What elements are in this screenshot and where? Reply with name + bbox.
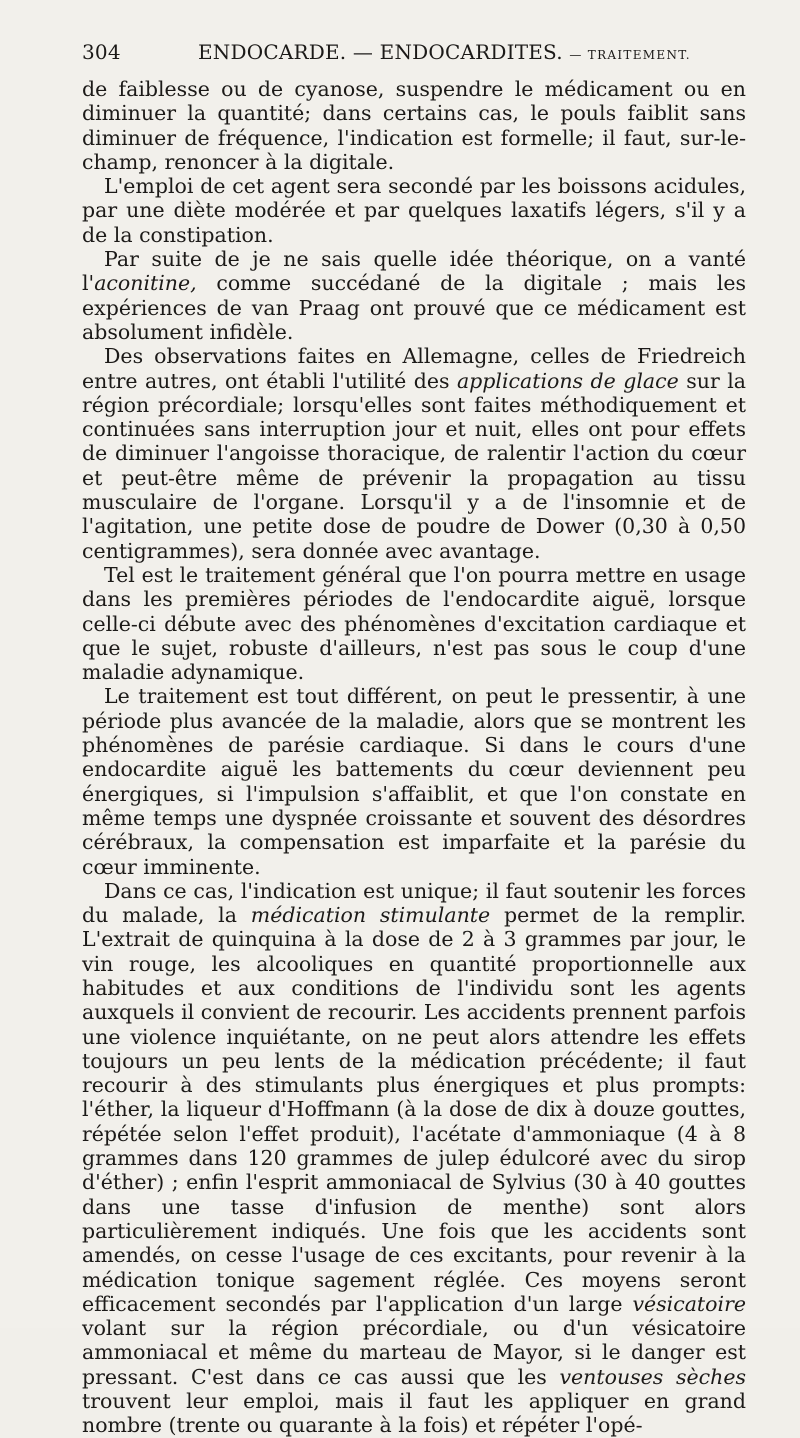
italic-term-medication-stimulante: médication stimulante: [250, 903, 491, 928]
paragraph-5: [82, 563, 746, 684]
body-text: [82, 77, 746, 1438]
paragraph-text: permet de la remplir. L'extrait de quinquina à la dose de 2 à 3 grammes par jour, le vin rouge, les alcooliques en quantité proportionnelle aux habitudes et aux conditions de l'individu sont les agents auxquels il convient de recourir. Les accidents prennent parfois une violence inquiétante, on ne peut alors attendre les effets toujours un peu lents de la médication précédente; il faut recourir à des stimulants plus énergiques et plus prompts: l'éther, la liqueur d'Hoffmann (à la dose de dix à douze gouttes, répétée selon l'effet produit), l'acétate d'ammoniaque (4 à 8 grammes dans 120 grammes de julep édulcoré avec du sirop d'éther) ; enfin l'esprit ammoniacal de Sylvius (30 à 40 gouttes dans une tasse d'infusion de menthe) sont alors particulièrement indiqués. Une fois que les accidents sont amendés, on cesse l'usage de ces excitants, pour revenir à la médication tonique sagement réglée. Ces moyens seront efficacement secondés par l'application d'un large: [82, 903, 746, 1316]
paragraph-text: volant sur la région précordiale, ou d'un vésicatoire ammoniacal et même du marteau de Mayor, si le danger est pressant. C'est dans ce cas aussi que les: [82, 1316, 746, 1389]
running-title-text: ENDOCARDE. — ENDOCARDITES.: [198, 40, 563, 64]
italic-term-vesicatoire: vésicatoire: [632, 1291, 746, 1316]
paragraph-2: [82, 174, 746, 247]
running-title: [198, 37, 691, 70]
paragraph-text: Par suite de je ne sais quelle idée théorique, on a vanté l': [82, 247, 746, 296]
paragraph-1: [82, 77, 746, 174]
paragraph-text: L'emploi de cet agent sera secondé par les boissons acidules, par une diète modérée et par quelques laxatifs légers, s'il y a de la constipation.: [82, 174, 746, 247]
paragraph-4: [82, 344, 746, 563]
paragraph-text: Le traitement est tout différent, on peut le pressentir, à une période plus avancée de la maladie, alors que se montrent les phénomènes de parésie cardiaque. Si dans le cours d'une endocardite aiguë les battements du cœur deviennent peu énergiques, si l'impulsion s'affaiblit, et que l'on constate en même temps une dyspnée croissante et souvent des désordres cérébraux, la compensation est imparfaite et la parésie du cœur imminente.: [82, 684, 746, 879]
paragraph-text: trouvent leur emploi, mais il faut les appliquer en grand nombre (trente ou quarante à la fois) et répéter l'opé-: [82, 1389, 746, 1438]
paragraph-text: comme succédané de la digitale ; mais les expériences de van Praag ont prouvé que ce médicament est absolument infidèle.: [82, 271, 746, 344]
italic-term-ventouses-seches: ventouses sèches: [559, 1364, 746, 1389]
paragraph-text: sur la région précordiale; lorsqu'elles sont faites méthodiquement et continuées sans interruption jour et nuit, elles ont pour effets de diminuer l'angoisse thoracique, de ralentir l'action du cœur et peut-être même de prévenir la propagation au tissu musculaire de l'organe. Lorsqu'il y a de l'insomnie et de l'agitation, une petite dose de poudre de Dower (0,30 à 0,50 centigrammes), sera donnée avec avantage.: [82, 368, 746, 563]
italic-term-applications-de-glace: applications de glace: [456, 368, 679, 393]
paragraph-7: [82, 879, 746, 1438]
section-title: — TRAITEMENT.: [569, 48, 691, 62]
page-header: [82, 37, 746, 67]
paragraph-6: [82, 684, 746, 878]
paragraph-3: [82, 247, 746, 344]
paragraph-text: Dans ce cas, l'indication est unique; il faut soutenir les forces du malade, la: [82, 878, 746, 928]
italic-term-aconitine: aconitine,: [94, 271, 197, 296]
paragraph-text: Tel est le traitement général que l'on pourra mettre en usage dans les premières périodes de l'endocardite aiguë, lorsque celle-ci débute avec des phénomènes d'excitation cardiaque et que le sujet, robuste d'ailleurs, n'est pas sous le coup d'une maladie adynamique.: [82, 562, 746, 685]
paragraph-text: Des observations faites en Allemagne, celles de Friedreich entre autres, ont établi l'utilité des: [82, 344, 746, 393]
paragraph-text: de faiblesse ou de cyanose, suspendre le médicament ou en diminuer la quantité; dans certains cas, le pouls faiblit sans diminuer de fréquence, l'indication est formelle; il faut, sur-le-champ, renoncer à la digitale.: [82, 77, 746, 174]
page-number: 304: [82, 40, 121, 64]
